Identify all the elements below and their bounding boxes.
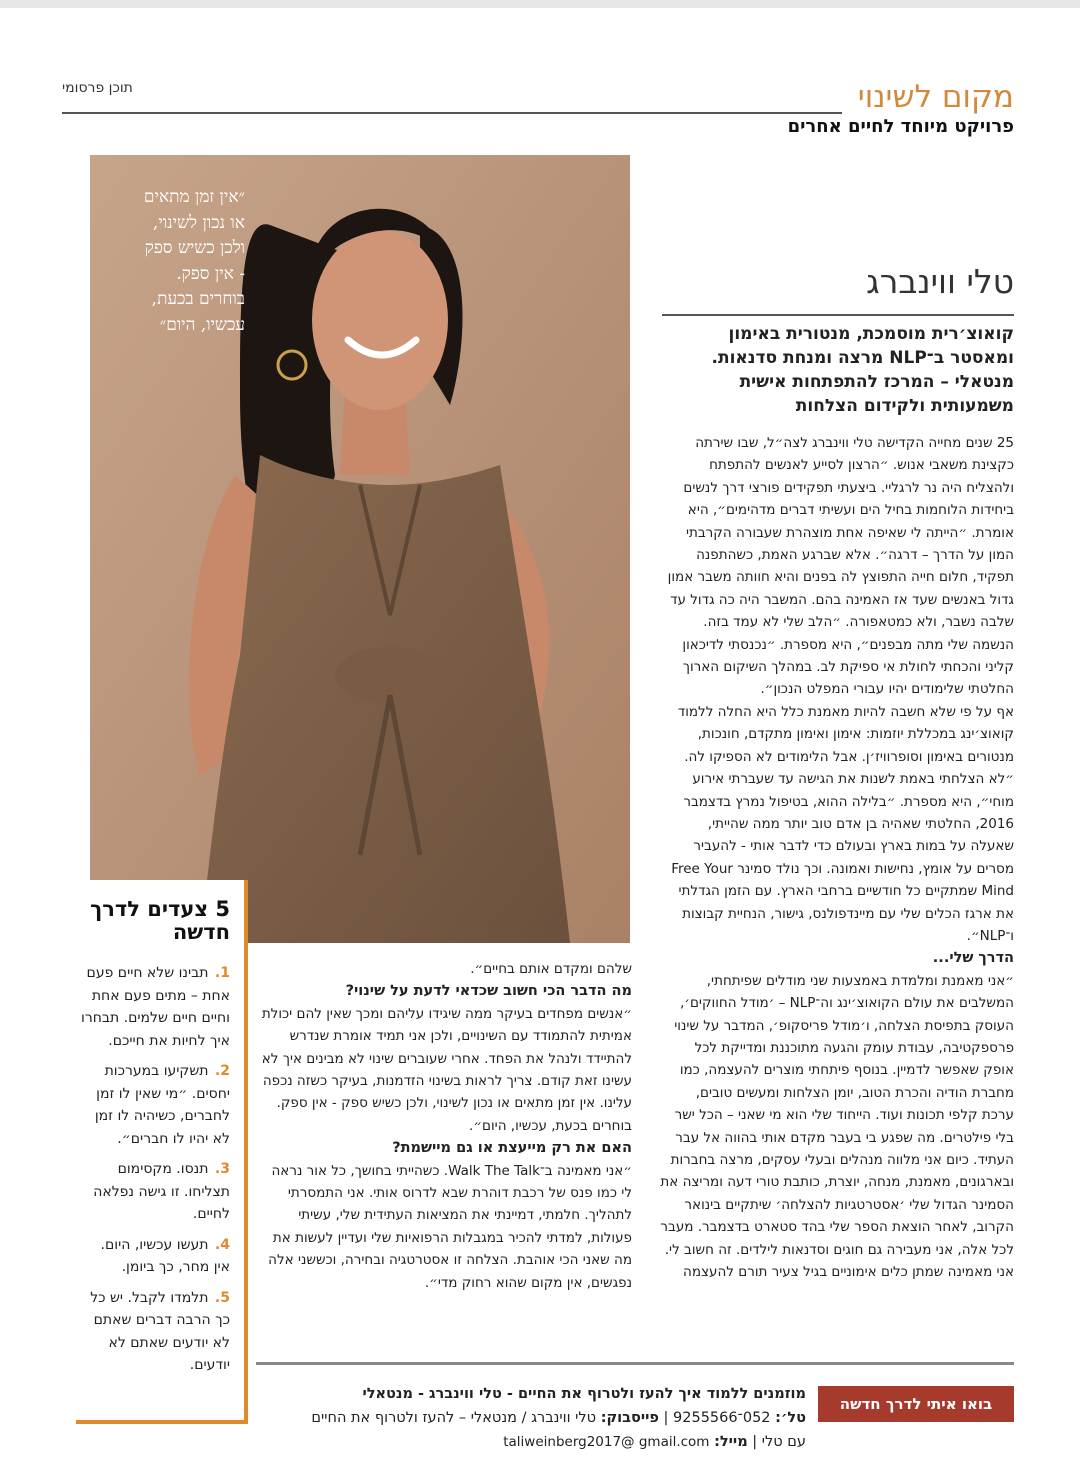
article-column-right [660,432,1014,1283]
footer-invite: מוזמנים ללמוד איך להעז ולטרוף את החיים - טלי ווינברג - מנטאלי [362,1386,806,1402]
paragraph-2: אף על פי שלא חשבה להיות מאמנת כלל היא החלה ללמוד קואוצ׳ינג במכללת יוזמות: אימון ואימון מתקדם, חונכות, מנטורים באימון וסופרוויז׳ן. אבל הלימודים לא הספיקו לה. ״לא הצלחתי באמת לשנות את הגישה עד שעברתי אירוע מוחי״, היא מספרת. ״בלילה ההוא, בטיפול נמרץ בדצמבר 2016, החלטתי שאהיה בן אדם טוב יותר ממה שהייתי, שאעלה על במות בארץ ובעולם כדי לדבר אותי - להעביר מסרים על אומץ, נחישות ואמונה. וכך נולד סמינר Free Your Mind שמתקיים כל חודשיים ברחבי הארץ. עם הזמן הגדלתי את ארגז הכלים שלי עם מיינדפולנס, גישור, הנחיית קבוצות ו־NLP״. [671,703,1014,944]
credit-styling [0,148,77,162]
step-text: תעשו עכשיו, היום. אין מחר, כך ביומן. [100,1236,230,1275]
footer-line-contact: טל׳: 052־9255566 | פייסבוק: טלי ווינברג / מנטאלי – להעז ולטרוף את החיים עם טלי | מייל: taliweinberg2017@ gmail.com [311,1410,806,1450]
advertorial-label: תוכן פרסומי [62,80,133,96]
cta-button[interactable]: בואו איתי לדרך חדשה [818,1386,1014,1422]
step-number: 5. [214,1289,230,1306]
phone-number[interactable]: 052־9255566 [673,1410,771,1426]
photo-quote: ״אין זמן מתאים או נכון לשינוי, ולכן כשיש ספק - אין ספק. בוחרים בכעת, עכשיו, היום״ [143,187,245,335]
steps-title: 5 צעדים לדרך חדשה [90,897,230,944]
header-rule [62,112,842,114]
footer-rule [256,1362,1014,1365]
step-text: תשקיעו במערכות יחסים. ״מי שאין לו זמן לחברים, כשיהיה לו זמן לא יהיו לו חברים״. [94,1063,230,1147]
article-name: טלי ווינברג [866,262,1014,301]
step-item [80,1234,230,1279]
step-item [80,1287,230,1377]
steps-list [80,962,230,1385]
section-title: מקום לשינוי [857,79,1014,115]
paragraph-5: ״אנשים מפחדים בעיקר ממה שיגידו עליהם ומכך שאין להם יכולת אמיתית להתמודד עם השינויים, ולכן אני תמיד אומרת שנדרש להתיידד ולנהל את הפחד. אחרי שעוברים שינוי לא מבינים איך לא עשינו זאת קודם. צריך לראות בשינוי הזדמנות, בעיקר כשזה נכפה עלינו. אין זמן מתאים או נכון לשינוי, ולכן כשיש ספק - אין ספק. בוחרים בכעת, עכשיו, היום״. [261,1005,632,1134]
step-item [80,1060,230,1150]
heading-question-2: האם את רק מייעצת או גם מיישמת? [392,1140,632,1157]
phone-label: טל׳: [775,1410,806,1426]
heading-my-path: הדרך שלי... [932,950,1014,967]
step-text: תלמדו לקבל. יש כל כך הרבה דברים שאתם לא יודעים שאתם לא יודעים. [90,1289,230,1373]
heading-question-1: מה הדבר הכי חשוב שכדאי לדעת על שינוי? [345,983,632,1000]
name-rule [662,314,1014,316]
paragraph-1: 25 שנים מחייה הקדישה טלי ווינברג לצה״ל, שבו שירתה כקצינת משאבי אנוש. ״הרצון לסייע לאנשים להתפתח ולהצליח היה נר לרגליי. ביצעתי תפקידים פורצי דרך לנשים ביחידות הלוחמות בחיל הים ועשיתי דברים מדהימים״, היא אומרת. ״הייתה לי שאיפה אחת מוצהרת שעבורה הקרבתי המון על הדרך – דרגה״. אלא שברגע האמת, כשהתפנה תפקיד, חלום חייה התפוצץ לה בפנים והיא חוותה משבר אמון גדול באנשים שעד אז האמינה בהם. המשבר היה כה גדול עד שלבה נשבר, ולא כמטאפורה. ״הלב שלי לא עמד בזה. הנשמה שלי מתה מבפנים״, היא מספרת. ״נכנסתי לדיכאון קליני והכחתי לחולת אי ספיקת לב. במהלך השיקום הארוך החלטתי שלימודים יהיו עבורי המפלט הנכון״. [667,435,1014,698]
article-column-middle [258,958,632,1294]
step-text: תבינו שלא חיים פעם אחת – מתים פעם אחת וחיים חיים שלמים. תבחרו איך לחיות את חייכם. [81,965,230,1049]
mail-link[interactable]: taliweinberg2017@ gmail.com [503,1434,710,1450]
step-number: 1. [214,965,230,981]
section-subtitle: פרויקט מיוחד לחיים אחרים [787,116,1014,137]
step-number: 3. [214,1161,230,1177]
steps-box [76,880,248,1424]
article-lead: קואוצ׳רית מוסמכת, מנטורית באימון ומאסטר ב־NLP מרצה ומנחת סדנאות. מנטאלי – המרכז להתפתחות אישית משמעותית ולקידום הצלחות [711,324,1014,416]
paragraph-6: ״אני מאמינה ב־Walk The Talk. כשהייתי בחושך, כל אור נראה לי כמו פנס של רכבת דוהרת שבא לדרוס אותי. אני התמסרתי לתהליך. חלמתי, דמיינתי את המציאות העתידית שלי, עשיתי פעולות, למדתי להכיר במגבלות הרפואיות שלי ועדיין לעשות את מה שאני הכי אוהבת. הצלחה זו אסטרטגיה ובחירה, וכששני אלה נפגשים, אין מקום שהוא רחוק מדי״. [268,1162,632,1291]
step-text: תנסו. מקסימום תצליחו. זו גישה נפלאה לחיים. [93,1161,230,1222]
facebook-label: פייסבוק: [600,1410,659,1426]
footer-contact [300,1382,806,1454]
top-strip [0,0,1080,8]
paragraph-4: שלהם ומקדם אותם בחיים״. [470,961,632,977]
facebook-link[interactable]: טלי ווינברג / מנטאלי – להעז ולטרוף את החיים עם טלי [311,1410,806,1450]
step-number: 2. [214,1063,230,1079]
step-item [80,1158,230,1226]
photo-credit [62,155,84,405]
mail-label: מייל: [714,1434,748,1450]
paragraph-3: ״אני מאמנת ומלמדת באמצעות שני מודלים שפיתחתי, המשלבים את עולם הקואוצ׳ינג וה־NLP – ׳מודל החווקים׳, העוסק בתפיסת הצלחה, ו׳מודל פריסקופ׳, המדבר על שינוי פרספקטיבה, עבודת עומק והגעה מתוכננת ומדייקת לכל אופק שאפשר לדמיין. בנוסף פיתחתי מוצרים להעצמה, כמו מחברת הודיה והכרת הטוב, יומן הצלחות ומעשים טובים, ערכת קלפי תכונות ועוד. הייחוד שלי הוא מי שאני – הכל ישר בלי פילטרים. מה שפגע בי בעבר מקדם אותי בהווה אל עבר העתיד. כיום אני מלווה מנהלים ובעלי עסקים, מרצה בחברות ובארגונים, מאמנת, מנחה, יוצרת, כותבת טורי דעה ומריצה את הסמינר הגדול שלי ׳אסטרטגיות להצלחה׳ שיתקיים בינואר הקרוב, לאחר הוצאת הספר שלי בהד סטארט בדצמבר. מעבר לכל אלה, אני מעבירה גם חוגים וסדנאות לילדים. זה חשוב לי. אני מאמינה שמתן כלים אימוניים בגיל צעיר תורם להעצמה [660,972,1014,1281]
step-number: 4. [214,1236,230,1253]
step-item [80,962,230,1052]
